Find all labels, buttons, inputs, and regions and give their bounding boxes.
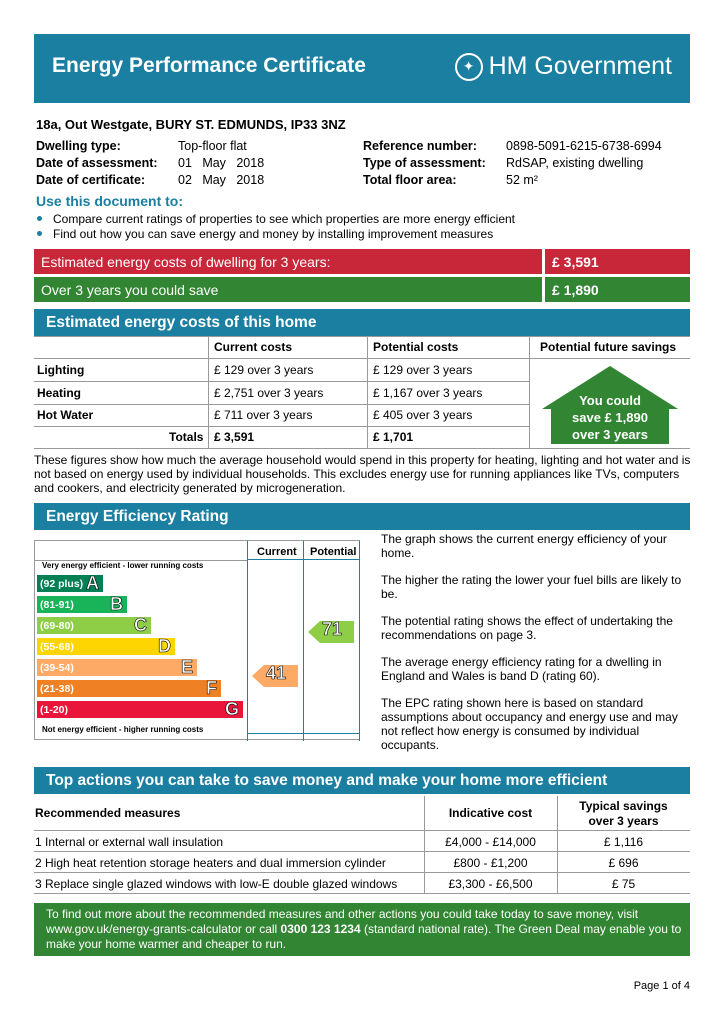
eer-band-letter: D [158, 636, 171, 656]
eer-band-range: (92 plus) [40, 578, 84, 590]
dwelling-type: Top-floor flat [178, 139, 247, 153]
eer-band-letter: A [86, 573, 99, 593]
eer-text-3: The potential rating shows the effect of undertaking the recommendations on page 3. [381, 614, 673, 642]
row-heating-current: £ 2,751 over 3 years [214, 386, 324, 400]
eer-text-4: The average energy efficiency rating for a dwelling in England and Wales is band D (rating 60). [381, 655, 662, 683]
footer-info [34, 903, 690, 956]
use-list [36, 212, 515, 242]
savings-header: Typical savings over 3 years [579, 799, 668, 828]
footer-line-3: make your home warmer and cheaper to run. [46, 937, 287, 951]
total-potential: £ 1,701 [373, 430, 414, 444]
row-hotwater-potential: £ 405 over 3 years [373, 408, 473, 422]
eer-text-1: The graph shows the current energy efficiency of your home. [381, 532, 667, 560]
savings-text [540, 392, 680, 443]
eer-band-letter: E [180, 657, 193, 677]
eer-text-2: The higher the rating the lower your fuel bills are likely to be. [381, 573, 682, 601]
eer-band-b [37, 596, 127, 613]
action-1-measure: 1 Internal or external wall insulation [35, 835, 224, 849]
eer-band-e [37, 659, 197, 676]
footer-line-1: To find out more about the recommended measures and other actions you could take today to save money, visit [46, 907, 639, 921]
eer-current-header: Current [257, 546, 297, 558]
property-address: 18a, Out Westgate, BURY ST. EDMUNDS, IP33 3NZ [36, 117, 346, 132]
action-3-measure: 3 Replace single glazed windows with low-E double glazed windows [35, 877, 398, 891]
potential-rating-value: 71 [322, 619, 343, 639]
savings-line-3: over 3 years [572, 427, 648, 442]
savings-line-2: save £ 1,890 [572, 410, 648, 425]
floor-area: 52 m² [506, 173, 538, 187]
eer-band-range: (39-54) [40, 662, 74, 674]
eer-band-letter: G [224, 699, 239, 719]
cost-band-label: Estimated energy costs of dwelling for 3 years: [34, 249, 542, 274]
save-band-value: £ 1,890 [545, 277, 690, 302]
header-banner [34, 34, 690, 103]
row-hotwater-label: Hot Water [37, 408, 94, 422]
costs-section-title: Estimated energy costs of this home [34, 309, 690, 336]
footer-line-2: www.gov.uk/energy-grants-calculator or call 0300 123 1234 (standard national rate). The Green Deal may enable you to [46, 922, 682, 936]
eer-section-title: Energy Efficiency Rating [34, 503, 690, 530]
cost-header: Indicative cost [448, 806, 533, 820]
current-rating-value: 41 [266, 663, 287, 683]
col-current-header: Current costs [214, 340, 293, 354]
eer-text-5: The EPC rating shown here is based on standard assumptions about occupancy and energy use and may not reflect how energy is consumed by individual occupants. [381, 696, 678, 752]
col-potential-header: Potential costs [373, 340, 459, 354]
action-3-cost: £3,300 - £6,500 [448, 877, 533, 891]
measures-header: Recommended measures [35, 806, 181, 820]
reference-number: 0898-5091-6215-6738-6994 [506, 139, 662, 153]
use-title: Use this document to: [36, 193, 184, 209]
costs-table [34, 336, 690, 450]
eer-potential-header: Potential [310, 546, 357, 558]
action-1-cost: £4,000 - £14,000 [445, 835, 536, 849]
eer-band-c [37, 617, 151, 634]
action-3-saving: £ 75 [611, 877, 636, 891]
dwelling-type-label: Dwelling type: [36, 139, 121, 153]
cost-band [34, 249, 690, 274]
row-lighting-current: £ 129 over 3 years [214, 363, 314, 377]
date-certificate: 02 May 2018 [178, 173, 265, 187]
row-lighting-potential: £ 129 over 3 years [373, 363, 473, 377]
gov-logo [455, 52, 672, 81]
use-item: Compare current ratings of properties to see which properties are more energy efficient [36, 212, 515, 227]
date-assessment-label: Date of assessment: [36, 156, 158, 170]
eer-top-caption: Very energy efficient - lower running costs [42, 561, 204, 570]
use-item: Find out how you can save energy and money by installing improvement measures [36, 227, 515, 242]
eer-band-range: (81-91) [40, 599, 74, 611]
page-number: Page 1 of 4 [633, 980, 690, 992]
assessment-type: RdSAP, existing dwelling [506, 156, 644, 170]
savings-line-1: You could [579, 393, 641, 408]
totals-label: Totals [169, 430, 204, 444]
col-savings-header: Potential future savings [540, 340, 677, 354]
row-lighting-label: Lighting [37, 363, 85, 377]
eer-band-d [37, 638, 175, 655]
row-heating-label: Heating [37, 386, 82, 400]
eer-band-a [37, 575, 103, 592]
eer-bottom-caption: Not energy efficient - higher running costs [42, 725, 204, 734]
action-2-saving: £ 696 [608, 856, 639, 870]
cost-band-value: £ 3,591 [545, 249, 690, 274]
page-title: Energy Performance Certificate [52, 54, 366, 77]
eer-band-range: (21-38) [40, 683, 74, 695]
actions-table [34, 796, 690, 897]
assessment-type-label: Type of assessment: [363, 156, 486, 170]
date-assessment: 01 May 2018 [178, 156, 265, 170]
actions-section-title: Top actions you can take to save money and make your home more efficient [34, 767, 690, 794]
row-heating-potential: £ 1,167 over 3 years [373, 386, 483, 400]
eer-band-letter: B [110, 594, 123, 614]
date-certificate-label: Date of certificate: [36, 173, 146, 187]
eer-band-letter: F [206, 678, 217, 698]
action-2-cost: £800 - £1,200 [453, 856, 528, 870]
footer-link[interactable]: www.gov.uk/energy-grants-calculator or call [46, 922, 281, 936]
gov-name: HM Government [488, 52, 672, 80]
footer-phone: 0300 123 1234 [280, 922, 361, 936]
eer-band-f [37, 680, 221, 697]
eer-band-range: (1-20) [40, 704, 69, 716]
eer-band-range: (69-80) [40, 620, 74, 632]
crest-icon: ✦ [455, 53, 483, 81]
eer-text [381, 532, 691, 752]
eer-band-g [37, 701, 243, 718]
action-1-saving: £ 1,116 [603, 835, 644, 849]
eer-band-range: (55-68) [40, 641, 74, 653]
action-2-measure: 2 High heat retention storage heaters and dual immersion cylinder [35, 856, 386, 870]
costs-note: These figures show how much the average household would spend in this property for heating, lighting and hot water and is not based on energy used by individual households. This excludes energy use for running appliances like TVs, computers and cookers, and electricity generated by microgeneration. [34, 453, 691, 495]
row-hotwater-current: £ 711 over 3 years [214, 408, 313, 422]
floor-area-label: Total floor area: [363, 173, 457, 187]
save-band-label: Over 3 years you could save [34, 277, 542, 302]
reference-label: Reference number: [363, 139, 477, 153]
save-band [34, 277, 690, 302]
total-current: £ 3,591 [214, 430, 255, 444]
eer-band-letter: C [134, 615, 147, 635]
